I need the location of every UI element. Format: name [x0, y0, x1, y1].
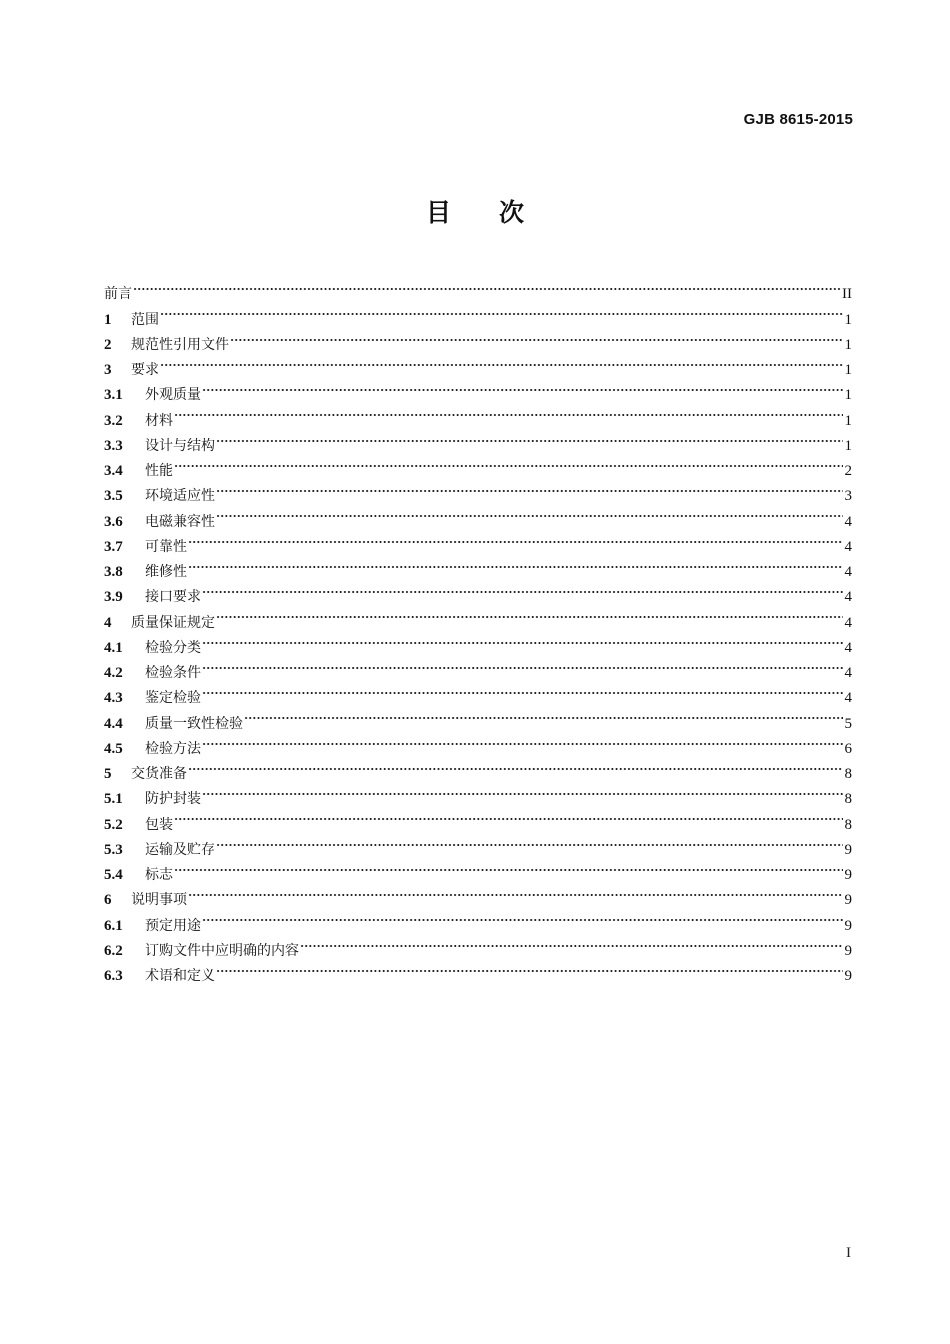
- toc-entry-page: II: [842, 286, 852, 303]
- dot-leader: [174, 399, 843, 424]
- toc-entry-number: 1: [104, 311, 112, 328]
- toc-entry-page: 9: [844, 841, 852, 858]
- toc-entry-title: 预定用途: [145, 917, 201, 934]
- toc-entry-page: 9: [844, 867, 852, 883]
- dot-leader: [216, 829, 843, 854]
- toc-entry-number: 3.3: [104, 437, 123, 454]
- toc-entry-number: 5: [104, 766, 112, 782]
- toc-entry[interactable]: [104, 677, 852, 707]
- toc-entry-title: 要求: [131, 362, 159, 378]
- toc-entry[interactable]: [104, 324, 852, 353]
- toc-entry-number: 3: [104, 362, 112, 378]
- toc-entry[interactable]: [104, 273, 852, 303]
- toc-entry-title: 范围: [131, 311, 159, 328]
- toc-entry-title: 防护封装: [145, 791, 201, 808]
- toc-entry-title: 接口要求: [145, 589, 201, 606]
- toc-entry-title: 包装: [145, 816, 173, 833]
- toc-entry-number: 6.3: [104, 968, 123, 984]
- toc-entry-page: 1: [844, 311, 852, 328]
- toc-entry-title: 可靠性: [145, 538, 187, 555]
- toc-entry[interactable]: [104, 627, 852, 656]
- toc-entry-page: 2: [844, 463, 852, 479]
- dot-leader: [216, 475, 843, 500]
- toc-entry-page: 1: [844, 412, 852, 429]
- toc-entry-page: 9: [844, 917, 852, 934]
- toc-entry-title: 前言: [104, 286, 132, 303]
- toc-entry-number: 3.5: [104, 488, 123, 505]
- toc-entry-title: 性能: [145, 463, 173, 479]
- dot-leader: [202, 677, 843, 702]
- dot-leader: [216, 601, 843, 626]
- toc-entry-number: 4.3: [104, 690, 123, 707]
- toc-entry[interactable]: [104, 728, 852, 757]
- toc-entry[interactable]: [104, 854, 852, 883]
- toc-entry-title: 标志: [145, 867, 173, 883]
- page-title: [0, 193, 950, 229]
- toc-entry-page: 4: [844, 564, 852, 580]
- toc-entry-title: 规范性引用文件: [131, 336, 229, 353]
- dot-leader: [202, 728, 843, 753]
- dot-leader: [174, 450, 843, 475]
- toc-entry-number: 4.2: [104, 665, 123, 681]
- toc-entry-title: 质量一致性检验: [145, 715, 243, 732]
- toc-entry[interactable]: [104, 803, 852, 833]
- toc-entry-page: 1: [844, 387, 852, 404]
- toc-entry-number: 4.5: [104, 740, 123, 757]
- dot-leader: [244, 702, 843, 727]
- toc-entry-number: 3.2: [104, 412, 123, 429]
- toc-entry-page: 1: [844, 336, 852, 353]
- toc-entry-number: 5.2: [104, 816, 123, 833]
- toc-entry-title: 电磁兼容性: [145, 513, 215, 530]
- toc-entry-page: 8: [844, 791, 852, 808]
- toc-entry-page: 4: [844, 639, 852, 656]
- toc-entry-number: 4.1: [104, 639, 123, 656]
- dot-leader: [160, 349, 843, 374]
- toc-entry-number: 5.3: [104, 841, 123, 858]
- toc-entry-number: 5.1: [104, 791, 123, 808]
- toc-entry-page: 1: [844, 362, 852, 378]
- toc-entry-title: 检验条件: [145, 665, 201, 681]
- toc-entry-page: 4: [844, 665, 852, 681]
- title-char-1: 目: [425, 198, 451, 227]
- dot-leader: [160, 298, 843, 323]
- toc-entry-title: 术语和定义: [145, 968, 215, 984]
- toc-entry-page: 3: [844, 488, 852, 505]
- toc-entry-page: 4: [844, 589, 852, 606]
- toc-entry[interactable]: [104, 298, 852, 328]
- toc-entry-number: 6: [104, 892, 112, 909]
- toc-entry-number: 3.8: [104, 564, 123, 580]
- dot-leader: [174, 854, 843, 879]
- dot-leader: [216, 425, 843, 450]
- dot-leader: [188, 526, 843, 551]
- title-char-2: 次: [499, 198, 525, 227]
- dot-leader: [188, 753, 843, 778]
- toc-entry[interactable]: [104, 349, 852, 378]
- toc-entry-page: 4: [844, 513, 852, 530]
- toc-entry[interactable]: [104, 526, 852, 555]
- toc-entry[interactable]: [104, 778, 852, 808]
- toc-entry-number: 3.4: [104, 463, 123, 479]
- dot-leader: [216, 500, 843, 525]
- dot-leader: [216, 955, 843, 980]
- toc-entry[interactable]: [104, 551, 852, 580]
- toc-entry-page: 4: [844, 614, 852, 631]
- toc-entry-page: 6: [844, 740, 852, 757]
- toc-entry-title: 说明事项: [131, 892, 187, 909]
- dot-leader: [230, 324, 843, 349]
- dot-leader: [202, 374, 843, 399]
- toc-entry[interactable]: [104, 475, 852, 505]
- toc-entry-page: 8: [844, 766, 852, 782]
- toc-entry-title: 订购文件中应明确的内容: [145, 942, 299, 959]
- dot-leader: [188, 879, 843, 904]
- dot-leader: [202, 778, 843, 803]
- toc-entry-number: 6.1: [104, 917, 123, 934]
- toc-entry[interactable]: [104, 450, 852, 479]
- dot-leader: [202, 627, 843, 652]
- dot-leader: [202, 904, 843, 929]
- toc-entry-page: 9: [844, 942, 852, 959]
- toc-entry-title: 设计与结构: [145, 437, 215, 454]
- toc-entry-title: 鉴定检验: [145, 690, 201, 707]
- toc-entry-title: 运输及贮存: [145, 841, 215, 858]
- toc-entry-title: 环境适应性: [145, 488, 215, 505]
- toc-entry[interactable]: [104, 829, 852, 858]
- toc-entry[interactable]: [104, 955, 852, 984]
- toc-entry-page: 4: [844, 690, 852, 707]
- toc-entry-number: 5.4: [104, 867, 123, 883]
- toc-entry[interactable]: [104, 500, 852, 530]
- toc-entry-title: 外观质量: [145, 387, 201, 404]
- toc-entry-number: 2: [104, 336, 112, 353]
- toc-entry-number: 3.1: [104, 387, 123, 404]
- toc-entry-number: 3.9: [104, 589, 123, 606]
- toc-entry[interactable]: [104, 879, 852, 909]
- dot-leader: [133, 273, 841, 298]
- toc-entry[interactable]: [104, 652, 852, 681]
- toc-entry-page: 5: [844, 715, 852, 732]
- toc-entry[interactable]: [104, 930, 852, 959]
- toc-entry[interactable]: [104, 425, 852, 454]
- dot-leader: [188, 551, 843, 576]
- toc-entry-number: 3.7: [104, 538, 123, 555]
- toc-entry-number: 6.2: [104, 942, 123, 959]
- dot-leader: [202, 576, 843, 601]
- toc-entry[interactable]: [104, 753, 852, 782]
- standard-code: GJB 8615-2015: [743, 111, 853, 128]
- dot-leader: [202, 652, 843, 677]
- toc-entry-page: 9: [844, 892, 852, 909]
- toc-entry-page: 8: [844, 816, 852, 833]
- toc-entry-number: 4: [104, 614, 112, 631]
- toc-entry-title: 交货准备: [131, 766, 187, 782]
- toc-entry-number: 3.6: [104, 513, 123, 530]
- toc-entry[interactable]: [104, 374, 852, 404]
- table-of-contents: [104, 273, 852, 984]
- toc-entry-page: 1: [844, 437, 852, 454]
- dot-leader: [300, 930, 843, 955]
- toc-entry-title: 材料: [145, 412, 173, 429]
- toc-entry[interactable]: [104, 702, 852, 732]
- toc-entry-title: 质量保证规定: [131, 614, 215, 631]
- page-number: I: [846, 1245, 851, 1261]
- toc-entry-title: 检验方法: [145, 740, 201, 757]
- toc-entry[interactable]: [104, 904, 852, 934]
- toc-entry[interactable]: [104, 399, 852, 429]
- toc-entry[interactable]: [104, 601, 852, 631]
- toc-entry[interactable]: [104, 576, 852, 606]
- toc-entry-number: 4.4: [104, 715, 123, 732]
- toc-entry-title: 检验分类: [145, 639, 201, 656]
- dot-leader: [174, 803, 843, 828]
- toc-entry-page: 4: [844, 538, 852, 555]
- toc-entry-title: 维修性: [145, 564, 187, 580]
- toc-entry-page: 9: [844, 968, 852, 984]
